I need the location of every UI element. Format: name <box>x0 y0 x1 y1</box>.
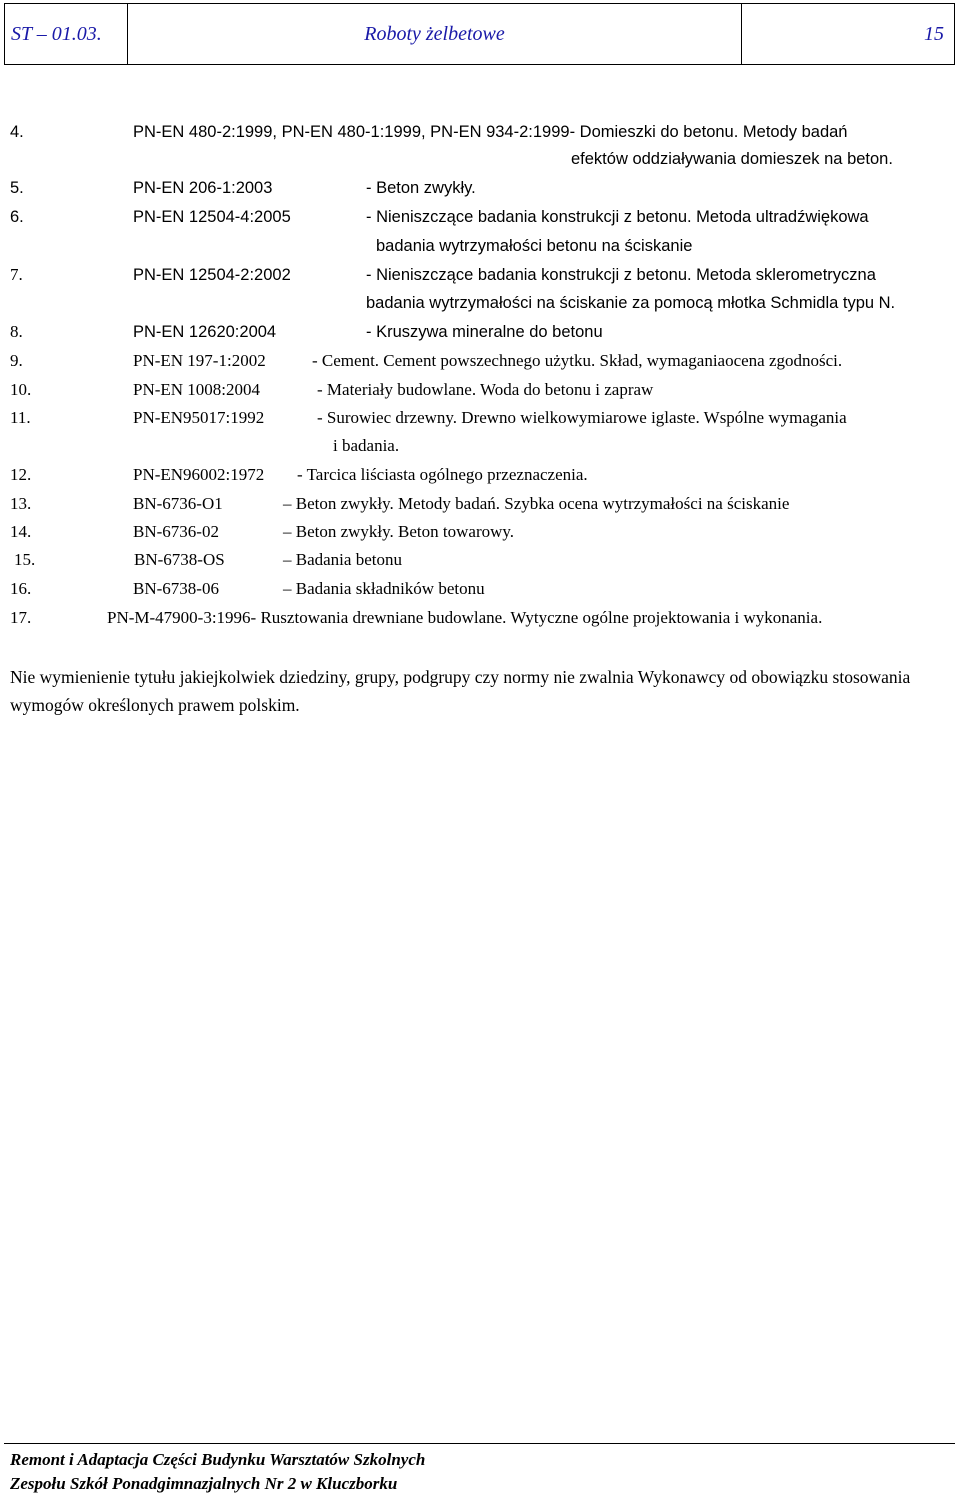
standard-code: PN-EN 206-1:2003 <box>133 179 273 197</box>
spec-code: ST – 01.03. <box>5 4 128 64</box>
standard-code: PN-EN95017:1992 <box>133 408 265 427</box>
standard-description: – Badania betonu <box>283 550 402 569</box>
standard-description: - Nieniszczące badania konstrukcji z betonu. Metoda ultradźwiękowa <box>366 208 869 226</box>
standard-description: - Cement. Cement powszechnego użytku. Skład, wymaganiaocena zgodności. <box>312 351 843 370</box>
standard-code: BN-6738-OS <box>134 550 225 569</box>
standard-code: PN-EN 197-1:2002 <box>133 351 266 370</box>
list-item-number: 10. <box>10 380 32 399</box>
list-item-number: 8. <box>10 322 23 341</box>
standard-description: – Badania składników betonu <box>283 579 485 598</box>
standard-code: PN-EN 12504-4:2005 <box>133 208 291 226</box>
page-number: 15 <box>924 23 944 45</box>
list-item-number: 5. <box>10 179 24 197</box>
standard-code: BN-6736-02 <box>133 522 219 541</box>
standard-description: - Surowiec drzewny. Drewno wielkowymiarowe iglaste. Wspólne wymagania <box>317 408 847 427</box>
standard-description: - Materiały budowlane. Woda do betonu i zapraw <box>317 380 654 399</box>
footer-line-1: Remont i Adaptacja Części Budynku Warsztatów Szkolnych <box>10 1450 426 1469</box>
page-header <box>4 3 955 65</box>
list-item-number: 17. <box>10 608 32 627</box>
standard-description: – Beton zwykły. Metody badań. Szybka ocena wytrzymałości na ściskanie <box>283 494 790 513</box>
standard-description: - Nieniszczące badania konstrukcji z betonu. Metoda sklerometryczna <box>366 266 876 284</box>
footer-line-2: Zespołu Szkół Ponadgimnazjalnych Nr 2 w Kluczborku <box>10 1474 398 1493</box>
disclaimer-note: Nie wymienienie tytułu jakiejkolwiek dziedziny, grupy, podgrupy czy normy nie zwalnia Wykonawcy od obowiązku stosowania wymogów określonych prawem polskim. <box>10 667 911 715</box>
list-item-number: 13. <box>10 494 32 513</box>
list-item-number: 7. <box>10 265 23 284</box>
list-item-number: 11. <box>10 408 31 427</box>
standard-code: PN-EN96002:1972 <box>133 465 265 484</box>
list-item-number: 6. <box>10 208 24 226</box>
list-item-number: 15. <box>14 550 36 569</box>
standard-description-cont: badania wytrzymałości betonu na ściskanie <box>376 237 693 255</box>
list-item-number: 16. <box>10 579 32 598</box>
standard-code: PN-EN 12504-2:2002 <box>133 266 291 284</box>
standard-description: - Kruszywa mineralne do betonu <box>366 323 603 341</box>
standard-description-cont: badania wytrzymałości na ściskanie za pomocą młotka Schmidla typu N. <box>366 294 896 312</box>
spec-title: Roboty żelbetowe <box>128 4 742 64</box>
standard-code: PN-EN 480-2:1999, PN-EN 480-1:1999, PN-EN 934-2:1999- Domieszki do betonu. Metody badań <box>133 123 848 141</box>
list-item-number: 14. <box>10 522 32 541</box>
footer-divider <box>4 1443 955 1444</box>
standard-description: – Beton zwykły. Beton towarowy. <box>283 522 515 541</box>
standard-code: PN-EN 1008:2004 <box>133 380 261 399</box>
standard-code: PN-M-47900-3:1996- Rusztowania drewniane budowlane. Wytyczne ogólne projektowania i wykonania. <box>107 608 823 627</box>
standard-code: PN-EN 12620:2004 <box>133 323 277 341</box>
standard-description-cont: efektów oddziaływania domieszek na beton. <box>571 150 893 168</box>
standard-description: - Beton zwykły. <box>366 179 476 197</box>
list-item-number: 12. <box>10 465 32 484</box>
standard-code: BN-6736-O1 <box>133 494 223 513</box>
standard-code: BN-6738-06 <box>133 579 219 598</box>
standard-description: - Tarcica liściasta ogólnego przeznaczenia. <box>297 465 588 484</box>
standard-description-cont: i badania. <box>333 436 400 455</box>
list-item-number: 9. <box>10 351 23 370</box>
list-item-number: 4. <box>10 123 24 141</box>
